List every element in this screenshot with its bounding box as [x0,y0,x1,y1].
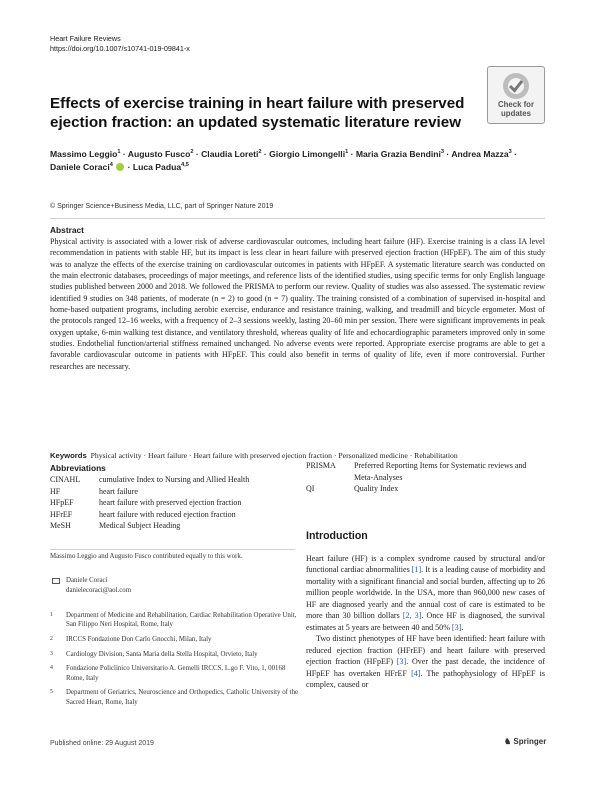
paragraph: Two distinct phenotypes of HF have been identified: heart failure with reduced ejection fraction (HFrEF) and heart failure with preserved ejection fraction (HFpEF) [3]. Over the past decade, the incidence of HFpEF has overtaken HFrEF [4]. The pathophysiology of HFpEF is complex, caused or [306,634,545,689]
affiliation: 1 Department of Medicine and Rehabilitation, Cardiac Rehabilitation Operative Unit, San Filippo Neri Hospital, Rome, Italy [50,612,297,629]
equal-contribution-note: Massimo Leggio and Augusto Fusco contributed equally to this work. [50,553,243,560]
badge-line-2: updates [501,108,531,118]
author[interactable]: Giorgio Limongelli$^1$ [269,149,349,159]
citation-link[interactable]: [1] [411,565,422,575]
corresponding-author: Daniele Coraci [66,577,108,584]
horse-icon: ♞ [504,737,512,746]
abbreviations-table-left [50,474,300,532]
affiliations [50,611,300,712]
keywords-label: Keywords [50,451,87,460]
divider [50,549,295,550]
author[interactable]: Andrea Mazza$^3$ [451,149,512,159]
author[interactable]: Luca Padua$^{4,5}$ [132,162,189,173]
paragraph: Heart failure (HF) is a complex syndrome caused by structural and/or functional cardiac abnormalities [1]. It is a leading cause of morbidity and mortality with a significant financial and social burden, affecting up to 26 million people worldwide. In the USA, more than 960,000 new cases of HF are diagnosed yearly and the annual cost of care is estimated to be more than 30 billion dollars [2, 3]. Once HF is diagnosed, the survival estimates at 5 years are between 40 and 50% [3]. [306,554,545,632]
citation-link[interactable]: [2, 3] [402,611,422,621]
journal-header [50,34,190,53]
email-link[interactable]: danielecoraci@aol.com [66,587,132,594]
journal-name: Heart Failure Reviews [50,34,121,43]
abbreviation-row: HFpEF heart failure with preserved ejection fraction [50,498,242,508]
abbreviation-row: HFrEF heart failure with reduced ejection fraction [50,509,236,519]
introduction-heading: Introduction [306,530,368,542]
doi-link[interactable]: https://doi.org/10.1007/s10741-019-09841-x [50,43,190,53]
mail-icon [52,578,60,584]
abstract-heading: Abstract [50,225,84,235]
author[interactable]: Maria Grazia Bendini$^3$ [355,149,444,159]
introduction-text [306,553,545,690]
abstract-text: Physical activity is associated with a lower risk of adverse cardiovascular outcomes, including heart failure (HF). Exercise training is a class IA level recommendation in patients with stable HF, but its impact is less clear in heart failure with preserved ejection fraction (HFpEF). The aim of this study was to analyze the effects of the exercise training on cardiovascular outcomes in patients with HFpEF. A systematic literature search was conducted on the main electronic databases, proceedings of major meetings, and reference lists of the identified studies, using specific terms for only English language studies published between 2000 and 2018. We followed the PRISMA to perform our review. Quality of studies was also assessed. The systematic review identified 9 studies on 348 patients, of moderate (n = 2) to good (n = 7) quality. The training consisted of a combination of supervised in-hospital and home-based outpatient programs, including aerobic exercise, endurance and resistance training, walking, and treadmill and bicycle ergometer. Most of the protocols ranged 12–16 weeks, with a frequency of 2–3 sessions weekly, lasting 20–60 min per session. There were significant improvements in peak oxygen uptake, 6-min walking test distance, and ventilatory threshold, whereas quality of life and echocardiographic parameters improved only in some studies. Endothelial function/arterial stiffness remained unchanged. No adverse events were reported. Appropriate exercise programs are able to get a favorable cardiovascular outcome in patients with HFpEF. This could also benefit in terms of quality of life, even if more controversial. Further researches are necessary. [50,237,545,371]
author[interactable]: Claudia Loreti$^2$ [201,149,262,159]
check-for-updates-badge[interactable] [487,66,545,124]
author[interactable]: Massimo Leggio$^1$ [50,149,121,159]
springer-logo: ♞ Springer [504,737,547,746]
citation-link[interactable]: [3] [451,622,462,632]
orcid-icon[interactable] [116,163,124,171]
author-list: Massimo Leggio$^1$ · Augusto Fusco$^2$ · Claudia Loreti$^2$ · Giorgio Limongelli$^1$ · Maria Grazia Bendini$^3$ · Andrea Mazza$^3$ · Daniele Coraci$^4$ · Luca Padua$^{4,5}$ [50,149,518,173]
abbreviation-row: PRISMA Preferred Reporting Items for Systematic reviews and Meta-Analyses [306,461,527,482]
author[interactable]: Augusto Fusco$^2$ [127,149,194,159]
affiliation: 3 Cardiology Division, Santa Maria della Stella Hospital, Orvieto, Italy [50,650,258,658]
affiliation: 2 IRCCS Fondazione Don Carlo Gnocchi, Milan, Italy [50,636,212,643]
published-date: Published online: 29 August 2019 [50,740,154,747]
keywords-text: Physical activity · Heart failure · Heart failure with preserved ejection fraction · Personalized medicine · Rehabilitation [90,451,458,460]
article-title: Effects of exercise training in heart failure with preserved ejection fraction: an updated systematic literature review [50,95,465,131]
divider [50,218,545,219]
abbreviation-row: HF heart failure [50,486,138,496]
badge-line-1: Check for [498,100,534,109]
keywords [50,451,545,460]
citation-link[interactable]: [3] [396,657,407,667]
abbreviations-heading: Abbreviations [50,463,106,473]
citation-link[interactable]: [4] [411,668,421,678]
abbreviations-table-right [306,460,546,495]
affiliation: 4 Fondazione Policlinico Universitario A. Gemelli IRCCS, L.go F. Vito, 1, 00168 Rome, Italy [50,665,286,682]
abbreviation-row: MeSH Medical Subject Heading [50,521,181,531]
affiliation: 5 Department of Geriatrics, Neuroscience and Orthopedics, Catholic University of the Sacred Heart, Rome, Italy [50,689,299,706]
abbreviation-row: CINAHL cumulative Index to Nursing and Allied Health [50,475,250,484]
abbreviation-row: QI Quality Index [306,484,399,494]
correspondence [66,576,131,596]
check-updates-icon [501,71,531,101]
author[interactable]: Daniele Coraci$^4$ [50,162,113,173]
copyright-line: © Springer Science+Business Media, LLC, part of Springer Nature 2019 [50,203,274,210]
